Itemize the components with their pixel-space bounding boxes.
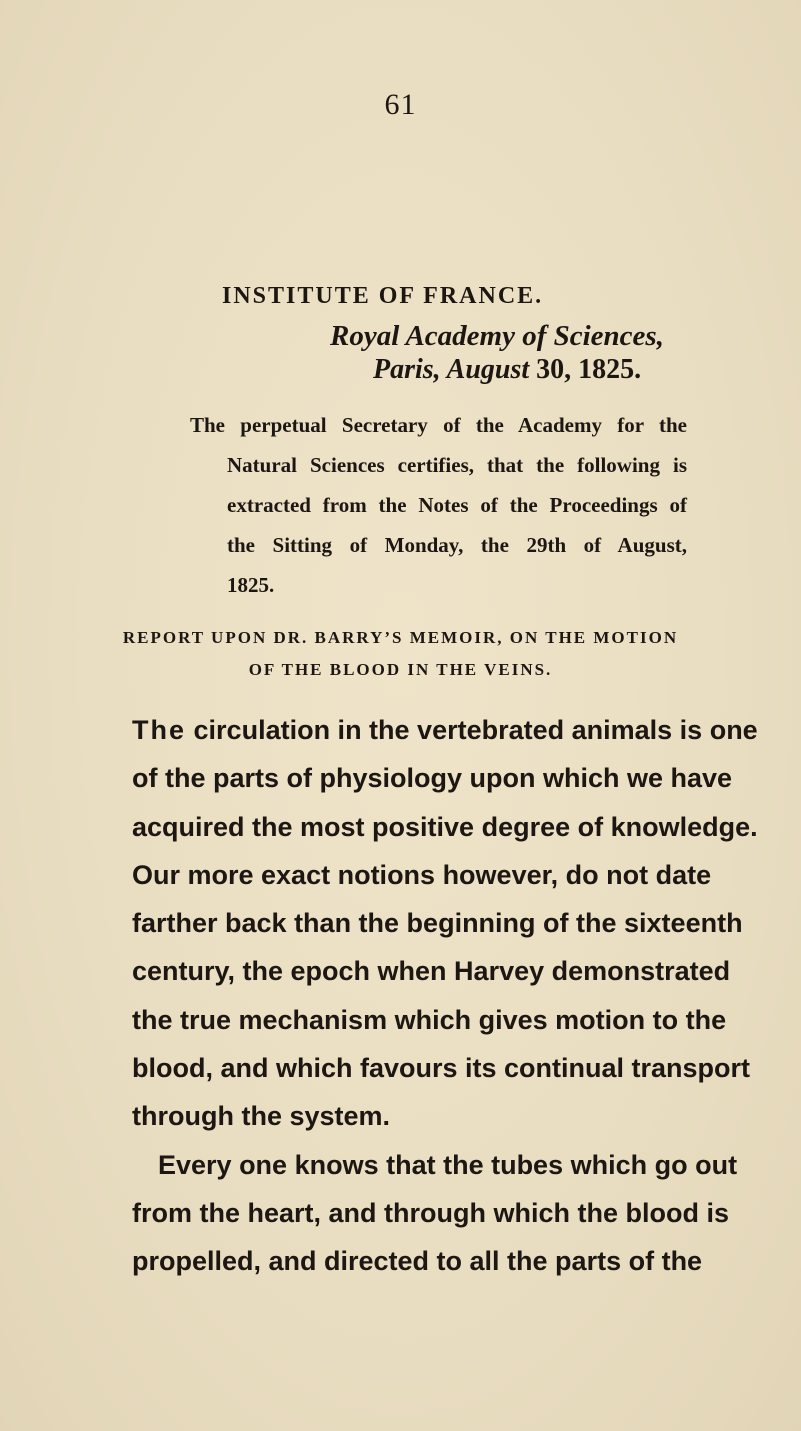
body-line: of the parts of physiology upon which we have	[132, 763, 733, 794]
certification-paragraph	[190, 405, 687, 605]
body-line: farther back than the beginning of the sixteenth	[132, 908, 743, 939]
body-paragraph	[132, 706, 758, 1286]
body-line: propelled, and directed to all the parts of the	[132, 1246, 703, 1277]
certification-line: Natural Sciences certifies, that the following is	[227, 453, 687, 477]
dateline	[373, 354, 641, 386]
dateline-place: Paris, August	[373, 354, 530, 385]
body-line: blood, and which favours its continual transport	[132, 1053, 751, 1084]
report-heading-line: REPORT UPON DR. BARRY’S MEMOIR, ON THE MOTION	[122, 628, 679, 647]
certification-line: 1825.	[227, 573, 275, 597]
body-line-text: circulation in the vertebrated animals is one	[193, 715, 758, 745]
report-heading	[0, 622, 801, 686]
body-line: Our more exact notions however, do not date	[132, 859, 712, 890]
certification-line: the Sitting of Monday, the 29th of August,	[227, 533, 687, 557]
body-line: acquired the most positive degree of knowledge.	[132, 811, 758, 842]
academy-heading: Royal Academy of Sciences,	[330, 320, 664, 352]
certification-line: The perpetual Secretary of the Academy for the	[190, 413, 687, 437]
page-number: 61	[384, 88, 417, 121]
body-line: Every one knows that the tubes which go out	[158, 1149, 738, 1180]
report-heading-line: OF THE BLOOD IN THE VEINS.	[248, 660, 553, 679]
body-line-first	[132, 706, 758, 754]
dateline-date: 30, 1825.	[536, 354, 642, 385]
lead-word: The	[132, 715, 187, 745]
body-line: the true mechanism which gives motion to the	[132, 1004, 727, 1035]
body-line: from the heart, and through which the blood is	[132, 1197, 729, 1228]
institute-heading: INSTITUTE OF FRANCE.	[222, 283, 544, 309]
certification-line: extracted from the Notes of the Proceedings of	[227, 493, 687, 517]
body-line: century, the epoch when Harvey demonstrated	[132, 956, 731, 987]
body-line: through the system.	[132, 1101, 391, 1132]
